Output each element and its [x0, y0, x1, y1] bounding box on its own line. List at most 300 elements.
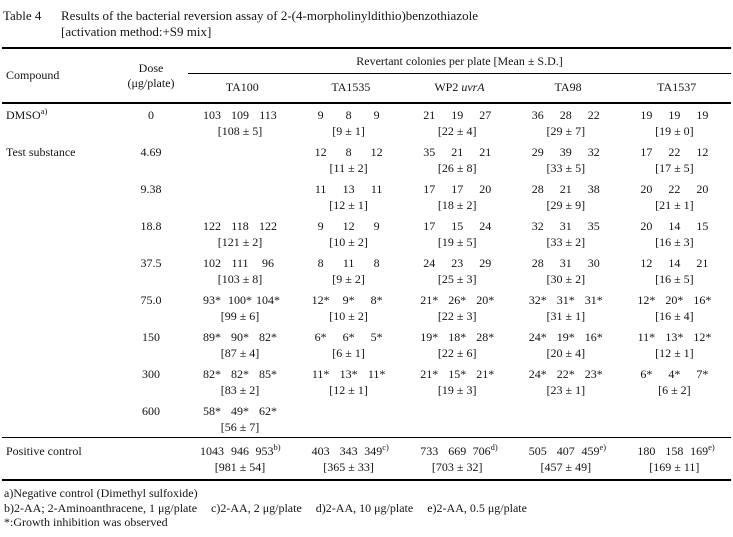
footnote-asterisk: *:Growth inhibition was observed	[4, 515, 168, 529]
count-value: 12*	[693, 330, 712, 344]
plate-counts	[632, 181, 716, 197]
count-value: 12	[314, 145, 327, 159]
plate-counts	[198, 443, 282, 459]
count-value: 21	[559, 182, 572, 196]
count-value: 22	[668, 145, 681, 159]
compound-cell	[2, 363, 114, 400]
mean-sd-value: [23 ± 1]	[546, 383, 586, 397]
mean-sd-value: [18 ± 2]	[437, 198, 477, 212]
header-strain-ta98: TA98	[554, 80, 582, 94]
plate-counts	[415, 443, 499, 459]
strain-cell	[514, 438, 623, 481]
count-value: 36	[531, 108, 544, 122]
count-value: 16*	[584, 330, 603, 344]
mean-sd-value: [12 ± 1]	[329, 198, 368, 212]
footnote-bcde	[4, 501, 731, 516]
count-value: 20	[479, 182, 492, 196]
footnote-e: e)2-AA, 0.5 μg/plate	[427, 500, 527, 515]
plate-counts	[198, 292, 282, 308]
count-value: 20	[640, 219, 653, 233]
plate-counts-block	[524, 218, 608, 250]
strain-cell	[514, 289, 623, 326]
dose-cell: 150	[142, 330, 160, 344]
plate-counts-block	[415, 144, 499, 176]
plate-counts-block	[524, 292, 608, 324]
plate-counts-block	[415, 255, 499, 287]
footnote-marker: a)	[40, 106, 48, 116]
count-value: 96	[262, 256, 274, 270]
table-header	[2, 48, 731, 103]
count-value: 505	[528, 444, 547, 458]
strain-cell	[514, 141, 623, 178]
mean-sd-value: [99 ± 6]	[220, 309, 260, 323]
plate-counts-block	[524, 366, 608, 398]
count-value: 30	[587, 256, 600, 270]
count-value: 22	[587, 108, 600, 122]
mean-sd-value: [11 ± 2]	[329, 161, 368, 175]
strain-cell	[405, 103, 514, 141]
strain-cell	[405, 215, 514, 252]
plate-counts-block	[524, 144, 608, 176]
plate-counts-block	[198, 329, 282, 361]
dose-label: Dose	[138, 60, 164, 75]
count-value: 62*	[259, 404, 277, 418]
plate-counts	[415, 366, 499, 382]
plate-counts	[632, 443, 716, 459]
plate-counts	[524, 255, 608, 271]
mean-sd-value: [12 ± 1]	[329, 383, 368, 397]
plate-counts-block	[632, 366, 716, 398]
count-value: 28	[531, 182, 544, 196]
count-value: 403	[311, 444, 330, 458]
strain-cell	[622, 141, 731, 178]
plate-counts-block	[198, 292, 282, 324]
plate-counts-block	[415, 218, 499, 250]
count-value: 103	[203, 108, 221, 122]
count-value: 9*	[342, 293, 355, 307]
compound-cell: DMSO$^{a)}$	[6, 106, 48, 122]
plate-counts	[632, 329, 716, 345]
mean-sd-value: [103 ± 8]	[217, 272, 263, 286]
strain-cell	[188, 400, 297, 438]
table-title-line1: Results of the bacterial reversion assay of 2-(4-morpholinyldithio)benzothiazole	[61, 8, 478, 23]
mean-sd-value: [16 ± 4]	[655, 309, 694, 323]
table-row	[2, 326, 731, 363]
plate-counts-block	[632, 255, 716, 287]
dose-cell: 37.5	[140, 256, 162, 270]
count-value: 8	[373, 256, 380, 270]
count-value: 82*	[231, 367, 249, 381]
mean-sd-value: [30 ± 2]	[546, 272, 586, 286]
count-value: 32	[531, 219, 544, 233]
table-row	[2, 252, 731, 289]
count-value: 82*	[259, 330, 277, 344]
count-value: 20*	[476, 293, 495, 307]
plate-counts-block	[524, 443, 608, 475]
plate-counts	[415, 107, 499, 123]
mean-sd-value: [25 ± 3]	[437, 272, 477, 286]
plate-counts-block	[307, 329, 391, 361]
mean-sd-value: [17 ± 5]	[655, 161, 694, 175]
strain-cell	[188, 438, 297, 481]
plate-counts-block	[307, 107, 391, 139]
count-value: 14	[668, 256, 681, 270]
dose-cell: 9.38	[140, 182, 162, 196]
plate-counts-block	[524, 329, 608, 361]
plate-counts-block	[632, 144, 716, 176]
count-value: 13*	[339, 367, 358, 381]
count-value: 29	[479, 256, 492, 270]
count-value: 12	[640, 256, 653, 270]
count-value: 90*	[231, 330, 249, 344]
plate-counts	[524, 181, 608, 197]
mean-sd-value: [365 ± 33]	[323, 460, 374, 474]
mean-sd-value: [83 ± 2]	[220, 383, 260, 397]
count-value: 89*	[203, 330, 221, 344]
dose-cell: 300	[142, 367, 160, 381]
mean-sd-value: [31 ± 1]	[546, 309, 586, 323]
strain-cell	[297, 363, 406, 400]
mean-sd-value: [121 ± 2]	[217, 235, 263, 249]
count-value: 9	[317, 108, 324, 122]
count-value: 12*	[637, 293, 656, 307]
count-value: 180	[637, 444, 656, 458]
plate-counts-block	[632, 329, 716, 361]
count-value: 11	[342, 256, 355, 270]
table-row	[2, 400, 731, 438]
plate-counts	[198, 329, 282, 345]
plate-counts	[524, 107, 608, 123]
mean-sd-value: [16 ± 3]	[655, 235, 694, 249]
header-strain-ta1537: TA1537	[657, 80, 697, 94]
compound-cell	[2, 289, 114, 326]
plate-counts	[632, 218, 716, 234]
strain-cell	[188, 289, 297, 326]
count-value: 58*	[203, 404, 221, 418]
count-value: 9	[317, 219, 324, 233]
count-value: 82*	[203, 367, 221, 381]
count-value: 20	[640, 182, 653, 196]
mean-sd-value: [22 ± 6]	[437, 346, 477, 360]
count-value: 12*	[311, 293, 330, 307]
count-value: 13	[342, 182, 355, 196]
count-value: 118	[231, 219, 249, 233]
count-value: 11	[314, 182, 327, 196]
count-value: 19*	[420, 330, 439, 344]
count-value: 8	[345, 108, 352, 122]
mean-sd-value: [22 ± 4]	[437, 124, 477, 138]
count-value: 6*	[640, 367, 653, 381]
strain-cell	[514, 326, 623, 363]
mean-sd-value: [10 ± 2]	[329, 235, 368, 249]
count-value: 4*	[668, 367, 681, 381]
strain-cell	[405, 289, 514, 326]
mean-sd-value: [33 ± 2]	[546, 235, 586, 249]
mean-sd-value: [56 ± 7]	[220, 420, 260, 434]
count-value: 6*	[314, 330, 327, 344]
plate-counts	[198, 255, 282, 271]
count-value: 16*	[693, 293, 712, 307]
count-value: 18*	[448, 330, 467, 344]
strain-cell	[297, 141, 406, 178]
strain-cell	[297, 178, 406, 215]
count-value: 8*	[370, 293, 383, 307]
count-value: 19	[640, 108, 653, 122]
mean-sd-value: [16 ± 5]	[655, 272, 694, 286]
strain-cell	[297, 103, 406, 141]
mean-sd-value: [20 ± 4]	[546, 346, 586, 360]
count-value: 23	[451, 256, 464, 270]
count-value: 1043	[200, 444, 224, 458]
count-value: 122	[203, 219, 221, 233]
strain-cell	[622, 400, 731, 438]
strain-cell	[405, 400, 514, 438]
mean-sd-value: [9 ± 1]	[332, 124, 365, 138]
strain-cell	[514, 178, 623, 215]
count-value: 17	[640, 145, 653, 159]
strain-cell	[622, 363, 731, 400]
strain-cell	[188, 103, 297, 141]
compound-cell	[2, 400, 114, 438]
table-body	[2, 103, 731, 480]
count-value: 12	[370, 145, 383, 159]
plate-counts	[632, 366, 716, 382]
strain-cell	[297, 215, 406, 252]
plate-counts-block	[632, 292, 716, 324]
count-value: 20*	[665, 293, 684, 307]
count-value: 17	[451, 182, 464, 196]
plate-counts-block	[632, 218, 716, 250]
strain-cell	[622, 103, 731, 141]
strain-cell	[297, 438, 406, 481]
count-value: 953$^{b)}$	[255, 442, 281, 458]
strain-cell	[188, 252, 297, 289]
plate-counts	[307, 181, 391, 197]
strain-cell	[405, 363, 514, 400]
count-value: 733	[420, 444, 439, 458]
header-strain-ta100: TA100	[225, 80, 259, 94]
count-value: 93*	[203, 293, 221, 307]
count-value: 19	[451, 108, 464, 122]
dose-cell: 18.8	[140, 219, 162, 233]
dose-cell: 600	[142, 404, 160, 418]
mean-sd-value: [12 ± 1]	[655, 346, 694, 360]
dose-cell	[114, 438, 188, 481]
plate-counts	[524, 443, 608, 459]
footnote-marker: c)	[382, 442, 389, 452]
count-value: 15	[451, 219, 464, 233]
plate-counts-block	[632, 107, 716, 139]
plate-counts-block	[415, 292, 499, 324]
compound-cell: Test substance	[6, 145, 76, 159]
plate-counts-block	[198, 366, 282, 398]
count-value: 85*	[259, 367, 277, 381]
count-value: 706$^{d)}$	[472, 442, 498, 458]
strain-cell	[297, 252, 406, 289]
plate-counts	[524, 218, 608, 234]
footnote-marker: e)	[599, 442, 607, 452]
plate-counts	[632, 292, 716, 308]
mean-sd-value: [29 ± 7]	[546, 124, 586, 138]
compound-cell	[2, 215, 114, 252]
plate-counts	[307, 107, 391, 123]
strain-cell	[514, 252, 623, 289]
count-value: 6*	[342, 330, 355, 344]
count-value: 31	[559, 219, 572, 233]
count-value: 11*	[637, 330, 656, 344]
plate-counts-block	[307, 181, 391, 213]
strain-cell	[622, 326, 731, 363]
count-value: 31	[559, 256, 572, 270]
count-value: 946	[231, 444, 249, 458]
count-value: 27	[479, 108, 492, 122]
count-value: 12	[696, 145, 709, 159]
mean-sd-value: [10 ± 2]	[329, 309, 368, 323]
count-value: 19	[668, 108, 681, 122]
plate-counts-block	[415, 443, 499, 475]
table-row	[2, 141, 731, 178]
count-value: 459$^{e)}$	[581, 442, 607, 458]
plate-counts-block	[307, 443, 391, 475]
plate-counts	[307, 292, 391, 308]
count-value: 32*	[528, 293, 547, 307]
count-value: 349$^{c)}$	[364, 442, 389, 458]
plate-counts	[415, 144, 499, 160]
strain-cell	[188, 363, 297, 400]
uvra-italic-label: uvrA	[461, 80, 485, 94]
count-value: 35	[423, 145, 436, 159]
mean-sd-value: [19 ± 3]	[437, 383, 477, 397]
plate-counts	[307, 366, 391, 382]
plate-counts-block	[415, 329, 499, 361]
strain-cell	[188, 326, 297, 363]
strain-cell	[622, 178, 731, 215]
count-value: 49*	[231, 404, 249, 418]
plate-counts	[307, 144, 391, 160]
table-title-line2: [activation method:+S9 mix]	[61, 24, 212, 39]
plate-counts-block	[524, 107, 608, 139]
count-value: 28*	[476, 330, 495, 344]
plate-counts-block	[198, 107, 282, 139]
count-value: 8	[345, 145, 352, 159]
count-value: 28	[531, 256, 544, 270]
mean-sd-value: [169 ± 11]	[649, 460, 700, 474]
strain-cell	[622, 289, 731, 326]
table-row	[2, 215, 731, 252]
header-compound: Compound	[6, 68, 60, 82]
header-row-top	[2, 48, 731, 74]
compound-cell	[2, 326, 114, 363]
count-value: 23*	[584, 367, 603, 381]
plate-counts-block	[198, 218, 282, 250]
mean-sd-value: [29 ± 9]	[546, 198, 586, 212]
table-row	[2, 438, 731, 481]
plate-counts-block	[307, 292, 391, 324]
dose-cell: 0	[148, 108, 154, 122]
count-value: 111	[231, 256, 249, 270]
count-value: 407	[556, 444, 575, 458]
dose-cell: 75.0	[140, 293, 162, 307]
plate-counts-block	[198, 443, 282, 475]
plate-counts	[415, 181, 499, 197]
plate-counts-block	[524, 255, 608, 287]
plate-counts	[198, 107, 282, 123]
plate-counts	[415, 329, 499, 345]
footnotes	[4, 486, 731, 530]
plate-counts-block	[632, 443, 716, 475]
mean-sd-value: [87 ± 4]	[220, 346, 260, 360]
strain-cell	[188, 141, 297, 178]
header-dose	[114, 48, 188, 103]
plate-counts	[524, 366, 608, 382]
mean-sd-value: [19 ± 5]	[437, 235, 477, 249]
count-value: 19	[696, 108, 709, 122]
count-value: 343	[339, 444, 358, 458]
plate-counts-block	[198, 255, 282, 287]
table-title	[61, 8, 478, 40]
count-value: 11	[370, 182, 383, 196]
plate-counts	[415, 255, 499, 271]
plate-counts	[198, 218, 282, 234]
count-value: 5*	[370, 330, 383, 344]
footnote-c: c)2-AA, 2 μg/plate	[211, 500, 302, 515]
plate-counts-block	[307, 218, 391, 250]
table-caption	[3, 8, 731, 40]
count-value: 109	[231, 108, 249, 122]
plate-counts	[632, 255, 716, 271]
plate-counts	[198, 403, 282, 419]
footnote-marker: b)	[273, 442, 281, 452]
count-value: 19*	[556, 330, 575, 344]
plate-counts-block	[632, 181, 716, 213]
strain-cell	[188, 178, 297, 215]
count-value: 11*	[367, 367, 386, 381]
wp2-label: WP2	[434, 80, 459, 94]
strain-cell	[405, 326, 514, 363]
count-value: 15	[696, 219, 709, 233]
count-value: 39	[559, 145, 572, 159]
table-row	[2, 103, 731, 141]
footnote-marker: e)	[708, 442, 715, 452]
count-value: 21	[696, 256, 709, 270]
plate-counts-block	[415, 181, 499, 213]
strain-cell	[514, 215, 623, 252]
strain-cell	[405, 178, 514, 215]
compound-cell: Positive control	[6, 444, 82, 458]
results-table	[2, 47, 731, 481]
mean-sd-value: [981 ± 54]	[214, 460, 266, 474]
plate-counts	[524, 144, 608, 160]
table-number: Table 4	[3, 8, 42, 23]
strain-cell	[622, 252, 731, 289]
strain-cell	[297, 326, 406, 363]
count-value: 26*	[448, 293, 467, 307]
count-value: 29	[531, 145, 544, 159]
dose-unit: (μg/plate)	[127, 75, 175, 90]
count-value: 12	[342, 219, 355, 233]
count-value: 22	[668, 182, 681, 196]
count-value: 17	[423, 182, 436, 196]
count-value: 21	[479, 145, 492, 159]
strain-cell	[514, 103, 623, 141]
strain-cell	[405, 141, 514, 178]
mean-sd-value: [22 ± 3]	[437, 309, 477, 323]
strain-cell	[297, 289, 406, 326]
count-value: 24*	[528, 367, 547, 381]
mean-sd-value: [108 ± 5]	[217, 124, 263, 138]
table-row	[2, 178, 731, 215]
count-value: 102	[203, 256, 221, 270]
